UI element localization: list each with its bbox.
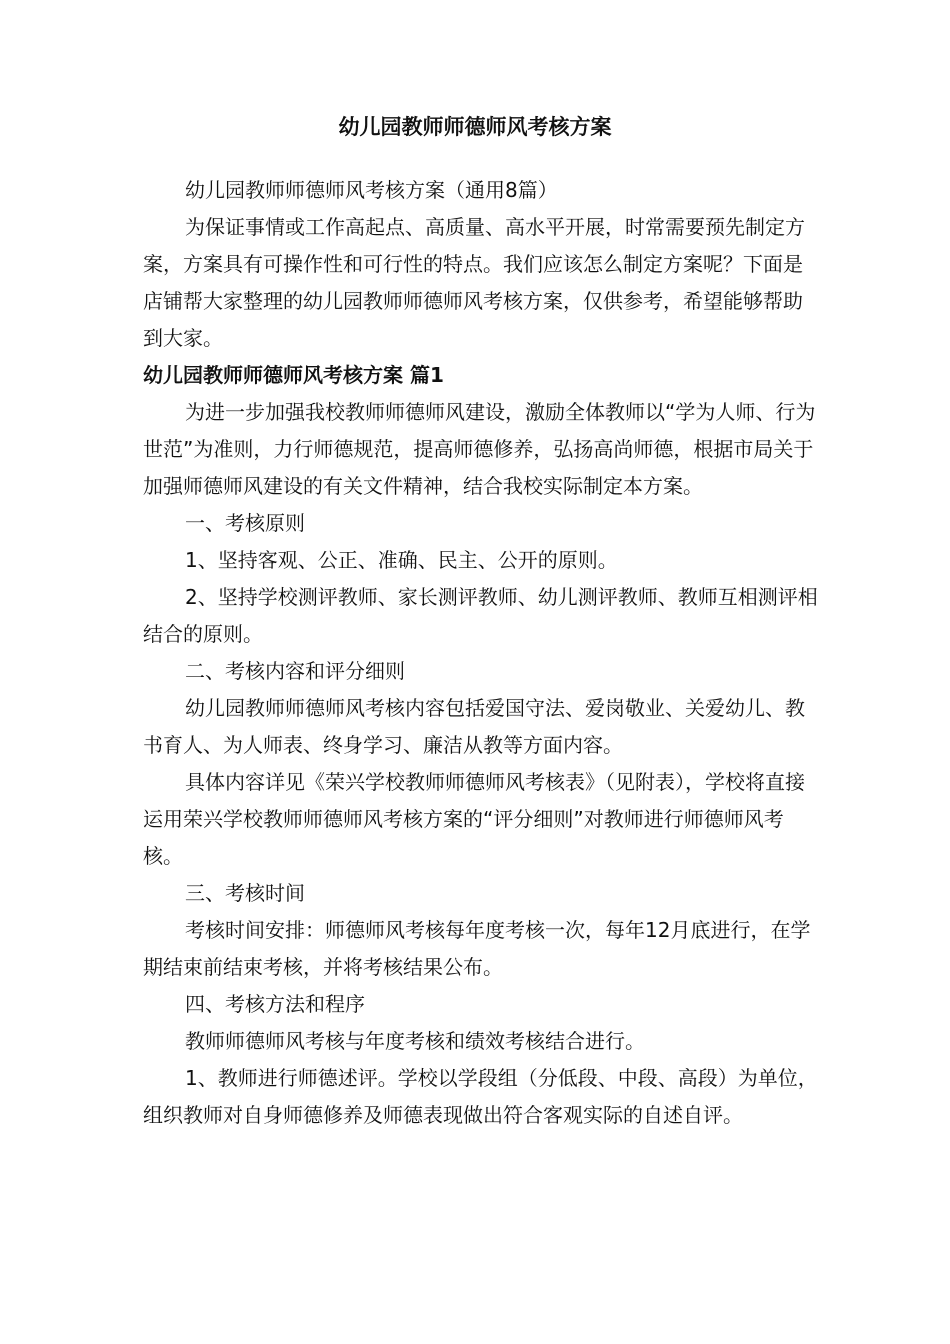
section-heading: 幼儿园教师师德师风考核方案 篇1 — [143, 363, 444, 387]
document-body — [143, 172, 821, 1134]
body-paragraph: 为进一步加强我校教师师德师风建设，激励全体教师以“学为人师、行为世范”为准则，力行师德规范，提高师德修养，弘扬高尚师德，根据市局关于加强师德师风建设的有关文件精神，结合我校实际制定本方案。 — [143, 400, 816, 498]
outline-heading: 一、考核原则 — [185, 511, 305, 535]
body-paragraph: 考核时间安排：师德师风考核每年度考核一次，每年12月底进行，在学期结束前结束考核，并将考核结果公布。 — [143, 918, 811, 979]
outline-heading: 四、考核方法和程序 — [185, 992, 365, 1016]
outline-heading: 二、考核内容和评分细则 — [185, 659, 405, 683]
list-item: 1、坚持客观、公正、准确、民主、公开的原则。 — [185, 548, 618, 572]
subtitle-paragraph: 幼儿园教师师德师风考核方案（通用8篇） — [185, 178, 558, 202]
body-paragraph: 幼儿园教师师德师风考核内容包括爱国守法、爱岗敬业、关爱幼儿、教书育人、为人师表、终身学习、廉洁从教等方面内容。 — [143, 696, 805, 757]
intro-paragraph: 为保证事情或工作高起点、高质量、高水平开展，时常需要预先制定方案，方案具有可操作性和可行性的特点。我们应该怎么制定方案呢？下面是店铺帮大家整理的幼儿园教师师德师风考核方案，仅供参考，希望能够帮助到大家。 — [143, 215, 805, 350]
body-paragraph: 具体内容详见《荣兴学校教师师德师风考核表》（见附表），学校将直接运用荣兴学校教师师德师风考核方案的“评分细则”对教师进行师德师风考核。 — [143, 770, 805, 868]
list-item: 1、教师进行师德述评。学校以学段组（分低段、中段、高段）为单位，组织教师对自身师德修养及师德表现做出符合客观实际的自述自评。 — [143, 1066, 818, 1127]
list-item: 2、坚持学校测评教师、家长测评教师、幼儿测评教师、教师互相测评相结合的原则。 — [143, 585, 818, 646]
body-paragraph: 教师师德师风考核与年度考核和绩效考核结合进行。 — [185, 1029, 645, 1053]
document-title: 幼儿园教师师德师风考核方案 — [338, 115, 612, 139]
outline-heading: 三、考核时间 — [185, 881, 305, 905]
